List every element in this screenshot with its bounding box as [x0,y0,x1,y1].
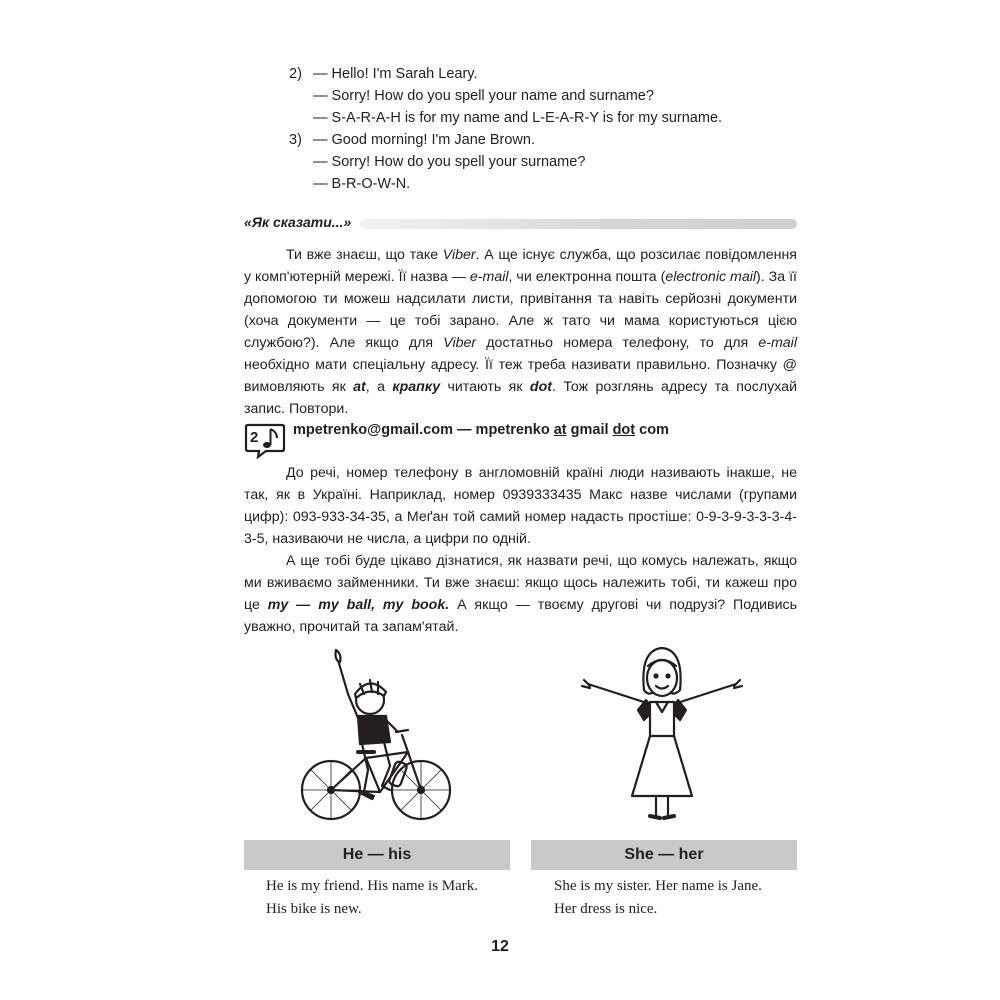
dialogue-line: — Good morning! I'm Jane Brown. [313,132,535,148]
sentence-she-2: Her dress is nice. [554,901,658,917]
dialogue-line: — Sorry! How do you spell your surname? [313,154,586,170]
dialogue-number: 2) [289,66,302,82]
girl-illustration [578,640,743,830]
caption-he-his: He — his [244,840,510,870]
section-title-bar [360,219,797,229]
audio-track-icon[interactable] [244,423,286,459]
section-title: «Як сказати...» [244,214,352,230]
dialogue-line: — S-A-R-A-H is for my name and L-E-A-R-Y is for my surname. [313,110,723,126]
audio-track-number: 2 [250,429,259,446]
sentence-she-1: She is my sister. Her name is Jane. [554,878,762,894]
paragraph-phone-numbers: До речі, номер телефону в англомовній країні люди називають інакше, не так, як в Україні. Наприклад, номер 0939333435 Макс назве числами (групами цифр): 093-933-34-35, а Меґан той самий номер надасть простіше: 0-9-3-9-3-3-3-4-3-5, називаючи не числа, а цифри по одній. [244,465,797,547]
paragraph-pronouns: А ще тобі буде цікаво дізнатися, як назвати речі, що комусь належать, якщо ми вживаємо займенники. Ти вже знаєш: якщо щось належить тобі, ти кажеш про це my — my ball, my book. А якщо — твоєму другові чи подрузі? Подивись уважно, прочитай та запам'ятай. [244,553,797,635]
sentence-he-1: He is my friend. His name is Mark. [266,878,479,894]
boy-on-bike-illustration [298,640,458,830]
sentence-he-2: His bike is new. [266,901,362,917]
dialogue-line: — B-R-O-W-N. [313,176,411,192]
dialogue-number: 3) [289,132,302,148]
email-example: mpetrenko@gmail.com — mpetrenko at gmail dot com [293,422,669,438]
caption-she-her: She — her [531,840,797,870]
paragraph-email-intro: Ти вже знаєш, що таке Viber. А ще існує служба, що розсилає повідомлення у комп'ютерній мережі. Її назва — e-mail, чи електронна пошта (electronic mail). За її допомогою ти можеш надсилати листи, привітання та навіть серйозні документи (хоча документи — це тобі зарано. Але ж тато чи мама користуються цією службою?). Але якщо для Viber достатньо номера телефону, то для e-mail необхідно мати спеціальну адресу. Її теж треба називати правильно. Позначку @ вимовляють як at, а крапку читають як dot. Тож розглянь адресу та послухай запис. Повтори. [244,247,797,417]
dialogue-line: — Sorry! How do you spell your name and surname? [313,88,654,104]
page-number: 12 [491,938,509,955]
dialogue-line: — Hello! I'm Sarah Leary. [313,66,478,82]
